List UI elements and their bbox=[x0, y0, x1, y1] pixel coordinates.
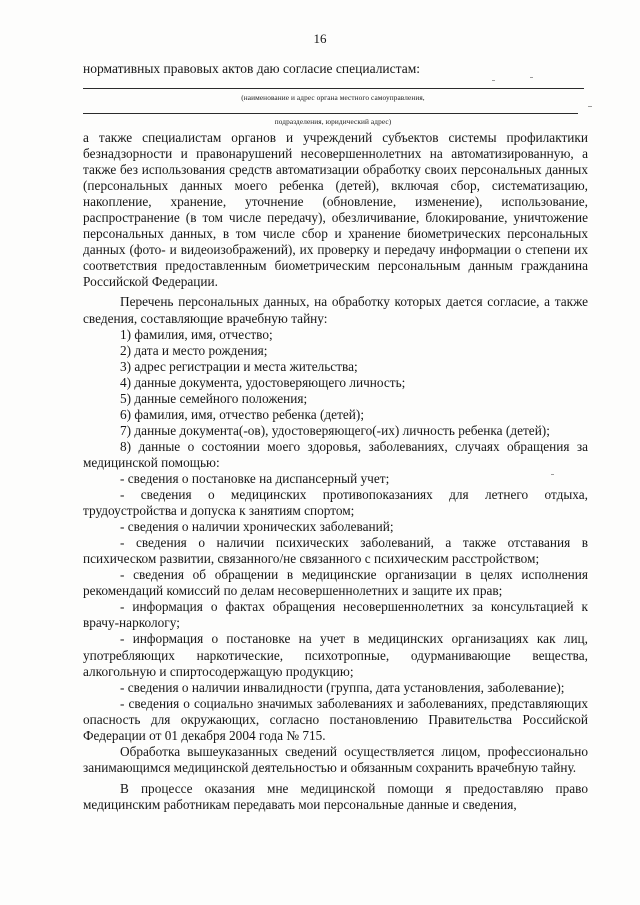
dash-item: - сведения о наличии инвалидности (группа, дата установления, заболевание); bbox=[120, 679, 565, 695]
paragraph-consent-scope: а также специалистам органов и учреждений субъектов системы профилактики безнадзорности и правонарушений несовершеннолетних на автоматизированную, а также без использования средств автоматизации обработку своих персональных данных (персональных данных моего ребенка (детей), включая сбор, систематизацию, накопление, хранение, уточнение (обновление, изменение), использование, распространение (в том числе передачу), обезличивание, блокирование, уничтожение персональных данных, в том числе сбор и хранение биометрических персональных данных (фото- и видеоизображений), их проверку и передачу информации о степени их соответствия предоставленным биометрическим персональным данным гражданина Российской Федерации. bbox=[83, 130, 588, 290]
caption-subdivision: подразделения, юридический адрес) bbox=[274, 117, 392, 126]
dash-item: - информация о постановке на учет в медицинских организациях как лиц, употребляющих наркотические, психотропные, одурманивающие вещества, алкогольную и спиртосодержащую продукцию; bbox=[83, 631, 588, 679]
list-item: 3) адрес регистрации и места жительства; bbox=[120, 358, 358, 374]
intro-line: нормативных правовых актов даю согласие специалистам: bbox=[83, 61, 420, 76]
dash-item: - сведения о постановке на диспансерный учет; bbox=[120, 470, 390, 486]
paragraph-list-intro: Перечень персональных данных, на обработку которых дается согласие, а также сведения, составляющие врачебную тайну: bbox=[83, 294, 588, 326]
paragraph-processing: Обработка вышеуказанных сведений осуществляется лицом, профессионально занимающимся медицинской деятельностью и обязанным сохранить врачебную тайну. bbox=[83, 743, 588, 775]
scan-speck bbox=[530, 77, 533, 78]
blank-line-authority bbox=[83, 88, 584, 89]
list-item: 1) фамилия, имя, отчество; bbox=[120, 326, 273, 342]
dash-item: - сведения о наличии хронических заболеваний; bbox=[120, 519, 394, 535]
caption-authority: (наименование и адрес органа местного самоуправления, bbox=[241, 93, 425, 102]
list-item: 7) данные документа(-ов), удостоверяющего(-их) личность ребенка (детей); bbox=[120, 422, 550, 438]
dash-item: - сведения об обращении в медицинские организации в целях исполнения рекомендаций комиссий по делам несовершеннолетних и защите их прав; bbox=[83, 567, 588, 599]
list-item: 6) фамилия, имя, отчество ребенка (детей); bbox=[120, 406, 365, 422]
paragraph-medical-transfer: В процессе оказания мне медицинской помощи я предоставляю право медицинским работникам передавать мои персональные данные и сведения, bbox=[83, 780, 588, 812]
page-number: 16 bbox=[313, 31, 327, 46]
list-item: 2) дата и место рождения; bbox=[120, 342, 268, 358]
scan-speck bbox=[588, 106, 592, 107]
list-item: 4) данные документа, удостоверяющего личность; bbox=[120, 374, 406, 390]
dash-item: - сведения о социально значимых заболеваниях и заболеваниях, представляющих опасность для окружающих, согласно постановлению Правительства Российской Федерации от 01 декабря 2004 года № 715. bbox=[83, 695, 588, 743]
document-body bbox=[83, 130, 588, 813]
blank-line-subdivision bbox=[83, 113, 578, 114]
list-item: 5) данные семейного положения; bbox=[120, 390, 308, 406]
dash-item: - информация о фактах обращения несовершеннолетних за консультацией к врачу-наркологу; bbox=[83, 599, 588, 631]
dash-item: - сведения о наличии психических заболеваний, а также отставания в психическом развитии, связанного/не связанного с психическим расстройством; bbox=[83, 535, 588, 567]
dash-item: - сведения о медицинских противопоказаниях для летнего отдыха, трудоустройства и допуска к занятиям спортом; bbox=[83, 487, 588, 519]
scan-speck bbox=[492, 80, 495, 81]
list-item: 8) данные о состоянии моего здоровья, заболеваниях, случаях обращения за медицинской помощью: bbox=[83, 438, 588, 470]
